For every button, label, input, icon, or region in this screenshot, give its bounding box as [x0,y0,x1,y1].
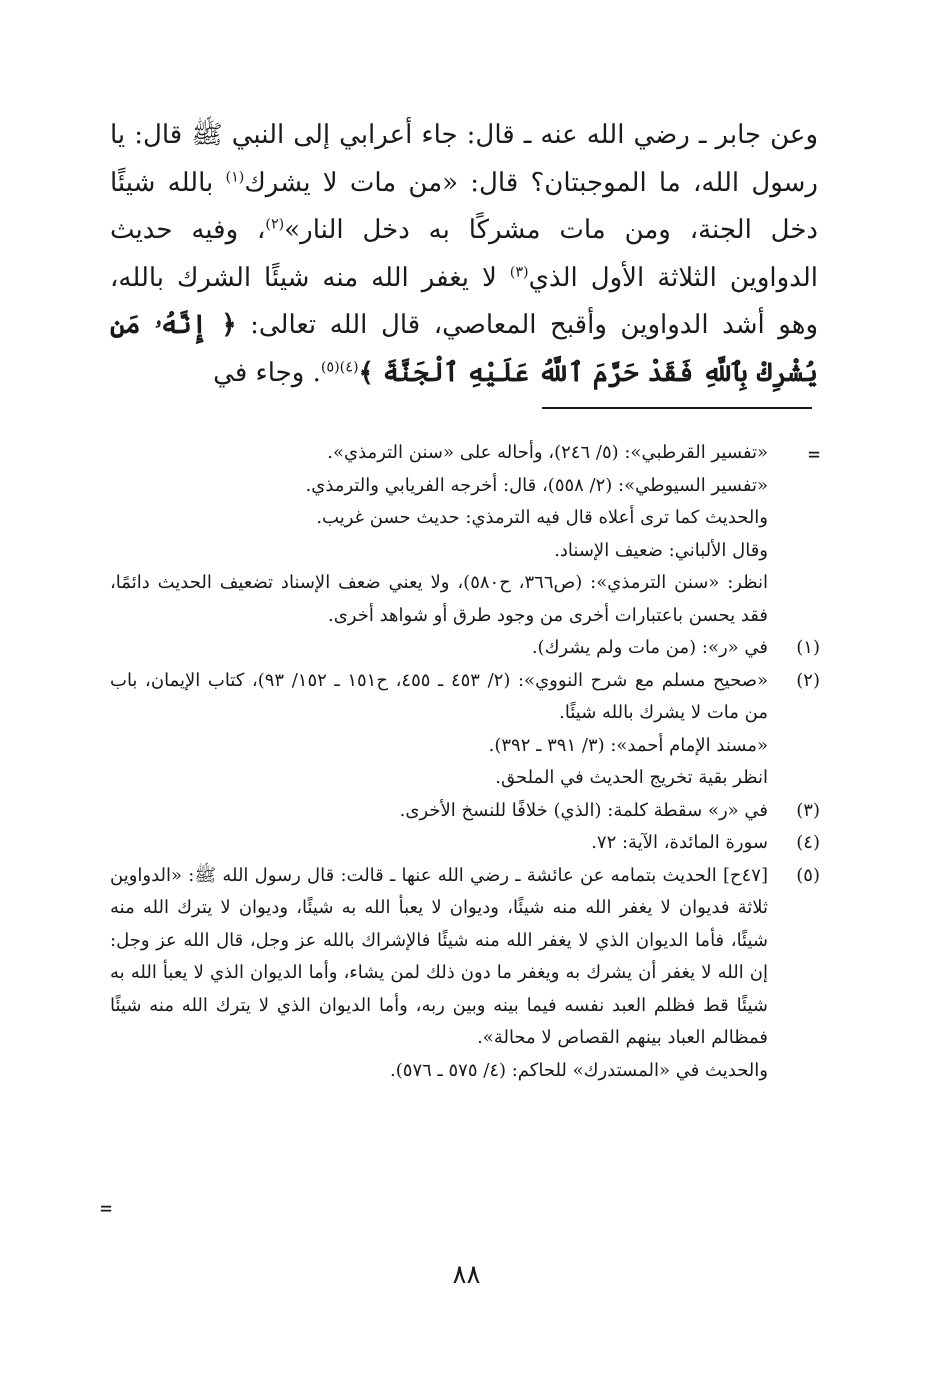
quran-verse: ﴿ إِنَّهُۥ مَن يُشْرِكْ بِٱللَّهِ فَقَدْ حَرَّمَ ٱللَّهُ عَلَيْهِ ٱلْجَنَّةَ ﴾ [110,310,818,388]
footnote-1 [110,632,820,665]
main-line: وعن جابر ـ رضي الله عنه ـ قال: جاء أعرابي إلى النبي ﷺ قال: يا رسول [110,120,818,198]
footnote-line: [٤٧ح] الحديث بتمامه عن عائشة ـ رضي الله عنها ـ قالت: قال رسول الله ﷺ: «الدواوين ثلاثة فديوان لا يغفر الله منه شيئًا، وديوان لا يعبأ الله به شيئًا، وديوان لا يترك الله منه شيئًا، فأما الديوان الذي لا يغفر الله منه شيئًا فالإشراك بالله عز وجل، قال الله عز وجل: إن الله لا يغفر أن يشرك به ويغفر ما دون ذلك لمن يشاء، وأما الديوان الذي لا يعبأ الله به شيئًا قط فظلم العبد نفسه فيما بينه وبين ربه، وأما الديوان الذي لا يترك الله منه شيئًا فمظالم العباد بينهم القصاص لا محالة». [110,864,768,1048]
footnote-carryover [110,437,820,632]
footnote-body [110,437,768,632]
footnote-3 [110,795,820,828]
footnote-line: في «ر» سقطة كلمة: (الذي) خلافًا للنسخ الأخرى. [399,799,768,821]
footnote-body [110,665,768,795]
footnote-line: في «ر»: (من مات ولم يشرك). [531,637,768,658]
main-line: الله، ما الموجبتان؟ قال: «من مات لا يشرك [244,167,740,198]
footnote-number: (١) [796,637,820,658]
footnote-number-empty [768,437,820,632]
main-line: لا يغفر الله منه شيئًا الشرك بالله، وهو أشد الدواوين وأقبح المعاصي، قال [110,262,818,340]
footnote-body [110,632,768,665]
footnote-body [110,827,768,860]
footnote-body [110,860,768,1088]
continuation-mark-bottom: = [100,1196,113,1220]
main-line: . وجاء في [213,357,321,388]
footnote-ref[interactable]: (٤)(٥) [320,358,359,375]
footnote-number: (٣) [796,799,820,821]
footnote-number: (٥) [796,864,820,886]
footnote-line: والحديث في «المستدرك» للحاكم: (٤/ ٥٧٥ ـ ٥٧٦). [390,1059,768,1081]
continuation-mark-top: = [808,442,821,466]
footnote-line: «مسند الإمام أحمد»: (٣/ ٣٩١ ـ ٣٩٢). [488,734,768,756]
footnote-4 [110,827,820,860]
footnote-number: (٤) [796,832,820,853]
main-line: الله تعالى: [236,310,368,340]
footnote-separator [542,407,812,409]
footnote-ref[interactable]: (٢) [265,216,285,233]
main-line: بالله شيئًا دخل الجنة، ومن [110,167,819,245]
footnote-line: «تفسير السيوطي»: (٢/ ٥٥٨)، قال: أخرجه الفريابي والترمذي. [305,474,768,496]
footnote-ref[interactable]: (١) [225,168,245,185]
footnote-5 [110,860,820,1088]
footnote-number: (٢) [796,669,820,691]
main-text [110,112,818,397]
main-paragraph [110,112,818,397]
footnote-line: وقال الألباني: ضعيف الإسناد. [554,539,768,561]
footnote-2 [110,665,820,795]
footnote-line: انظر بقية تخريج الحديث في الملحق. [495,767,768,788]
footnote-body [110,795,768,828]
footnotes [110,437,820,1087]
page-number: ٨٨ [452,1260,481,1290]
footnote-line: انظر: «سنن الترمذي»: (ص٣٦٦، ح٥٨٠)، ولا يعني ضعف الإسناد تضعيف الحديث دائمًا، فقد يحسن باعتبارات أخرى من وجود طرق أو شواهد أخرى. [110,572,768,626]
main-line: ، وفيه حديث الدواوين الثلاثة الأول الذي [110,215,818,293]
footnote-line: والحديث كما ترى أعلاه قال فيه الترمذي: حديث حسن غريب. [316,507,768,528]
footnote-line: سورة المائدة، الآية: ٧٢. [591,832,768,853]
footnote-line: «تفسير القرطبي»: (٥/ ٢٤٦)، وأحاله على «سنن الترمذي». [327,442,768,463]
main-line: مات مشركًا به دخل النار» [284,215,606,245]
footnote-line: «صحيح مسلم مع شرح النووي»: (٢/ ٤٥٣ ـ ٤٥٥، ح١٥١ ـ ١٥٢/ ٩٣)، كتاب الإيمان، باب من مات لا يشرك بالله شيئًا. [110,669,769,723]
footnote-ref[interactable]: (٣) [509,263,529,280]
